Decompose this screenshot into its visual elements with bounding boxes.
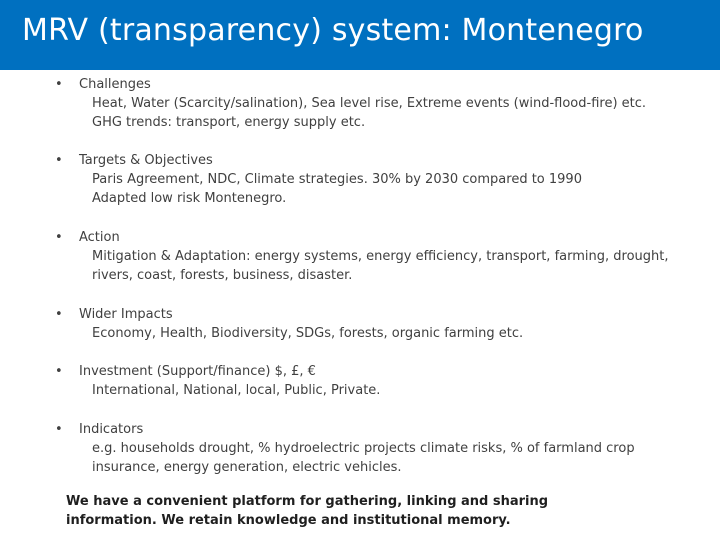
item-detail-line: Economy, Health, Biodiversity, SDGs, forests, organic farming etc. <box>92 326 524 341</box>
item-detail-line: rivers, coast, forests, business, disaster. <box>92 268 353 283</box>
list-item-investment <box>79 362 709 400</box>
item-detail-line: GHG trends: transport, energy supply etc. <box>92 115 366 130</box>
bullet-icon: • <box>55 153 63 168</box>
item-detail-line: e.g. households drought, % hydroelectric projects climate risks, % of farmland crop <box>92 441 635 456</box>
item-detail-line: International, National, local, Public, Private. <box>92 383 381 398</box>
bullet-icon: • <box>55 230 63 245</box>
item-heading: Indicators <box>79 422 144 437</box>
item-heading: Targets & Objectives <box>79 153 213 168</box>
list-item-targets-objectives <box>79 151 709 208</box>
item-heading: Challenges <box>79 77 151 92</box>
item-detail-line: Mitigation & Adaptation: energy systems, energy efficiency, transport, farming, drought, <box>92 249 669 264</box>
bullet-icon: • <box>55 364 63 379</box>
bullet-icon: • <box>55 77 63 92</box>
summary-line: information. We retain knowledge and institutional memory. <box>66 513 511 528</box>
list-item-challenges <box>79 75 709 132</box>
summary-note <box>66 492 548 530</box>
list-item-wider-impacts <box>79 305 709 343</box>
item-heading: Wider Impacts <box>79 307 173 322</box>
item-detail-line: Paris Agreement, NDC, Climate strategies. 30% by 2030 compared to 1990 <box>92 172 582 187</box>
item-heading: Action <box>79 230 120 245</box>
list-item-action <box>79 228 709 285</box>
bullet-icon: • <box>55 307 63 322</box>
title-bar <box>0 0 720 70</box>
item-detail-line: insurance, energy generation, electric vehicles. <box>92 460 402 475</box>
item-detail-line: Heat, Water (Scarcity/salination), Sea level rise, Extreme events (wind-flood-fire) etc. <box>92 96 647 111</box>
page-title: MRV (transparency) system: Montenegro <box>22 13 644 48</box>
list-item-indicators <box>79 420 709 477</box>
item-heading: Investment (Support/finance) $, £, € <box>79 364 316 379</box>
summary-line: We have a convenient platform for gathering, linking and sharing <box>66 494 549 509</box>
bullet-icon: • <box>55 422 63 437</box>
item-detail-line: Adapted low risk Montenegro. <box>92 191 287 206</box>
